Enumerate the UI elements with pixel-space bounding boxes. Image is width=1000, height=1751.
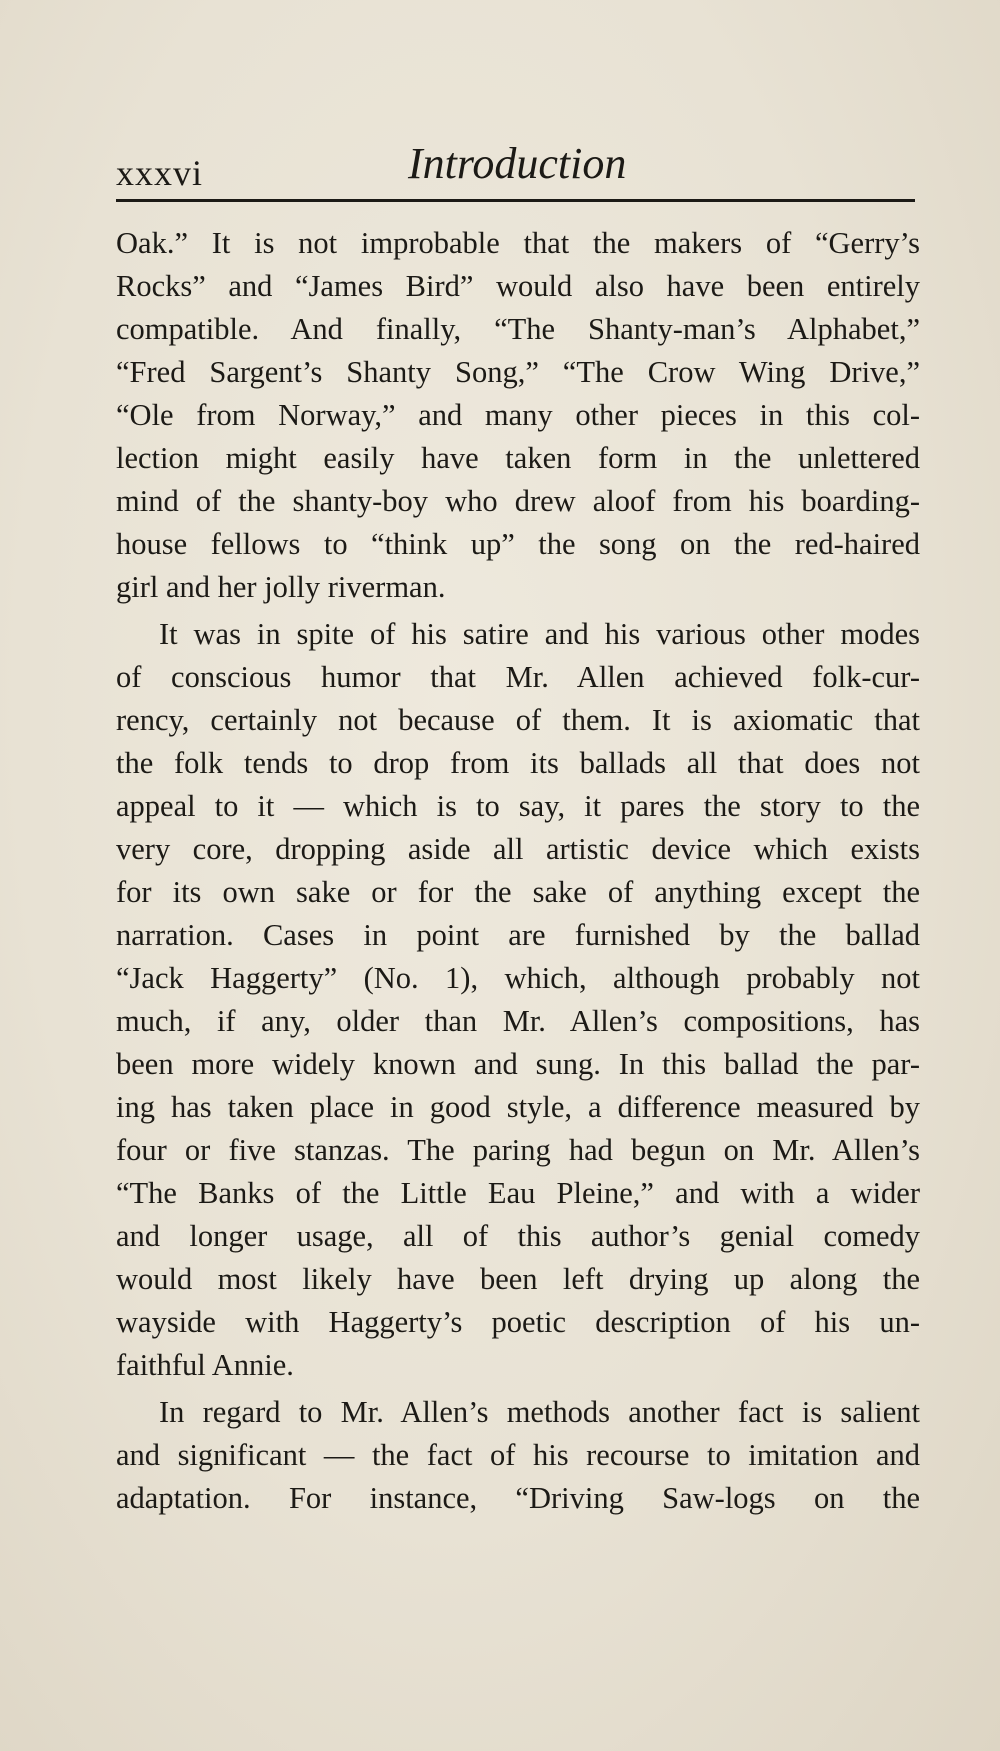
text-line: girl and her jolly riverman. — [116, 570, 446, 604]
text-line: mind of the shanty-boy who drew aloof from his boarding- — [116, 484, 920, 518]
page-number: xxxvi — [116, 153, 204, 193]
text-line: much, if any, older than Mr. Allen’s compositions, has — [116, 1004, 920, 1038]
text-line: rency, certainly not because of them. It is axiomatic that — [116, 703, 920, 737]
text-line: “The Banks of the Little Eau Pleine,” and with a wider — [116, 1176, 920, 1210]
text-line: ing has taken place in good style, a difference measured by — [116, 1090, 920, 1124]
text-line: and significant — the fact of his recourse to imitation and — [116, 1438, 920, 1472]
text-line: and longer usage, all of this author’s genial comedy — [116, 1219, 920, 1253]
text-line: It was in spite of his satire and his various other modes — [159, 617, 920, 651]
paragraph-1 — [116, 222, 920, 609]
text-line: for its own sake or for the sake of anything except the — [116, 875, 920, 909]
text-line: four or five stanzas. The paring had begun on Mr. Allen’s — [116, 1133, 920, 1167]
text-line: would most likely have been left drying up along the — [116, 1262, 920, 1296]
text-line: compatible. And finally, “The Shanty-man’s Alphabet,” — [116, 312, 920, 346]
text-line: of conscious humor that Mr. Allen achieved folk-cur- — [116, 660, 920, 694]
text-line: lection might easily have taken form in the unlettered — [116, 441, 920, 475]
text-line: house fellows to “think up” the song on the red-haired — [116, 527, 920, 561]
text-line: appeal to it — which is to say, it pares the story to the — [116, 789, 920, 823]
text-line: wayside with Haggerty’s poetic description of his un- — [116, 1305, 920, 1339]
text-line: Rocks” and “James Bird” would also have been entirely — [116, 269, 920, 303]
running-title: Introduction — [408, 139, 627, 188]
header-rule — [116, 199, 915, 202]
text-line: “Ole from Norway,” and many other pieces in this col- — [116, 398, 920, 432]
text-line: been more widely known and sung. In this ballad the par- — [116, 1047, 920, 1081]
text-line: “Jack Haggerty” (No. 1), which, although probably not — [116, 961, 920, 995]
text-line: very core, dropping aside all artistic device which exists — [116, 832, 920, 866]
text-line: the folk tends to drop from its ballads all that does not — [116, 746, 920, 780]
text-line: “Fred Sargent’s Shanty Song,” “The Crow Wing Drive,” — [116, 355, 920, 389]
text-line: adaptation. For instance, “Driving Saw-logs on the — [116, 1481, 920, 1515]
text-line: In regard to Mr. Allen’s methods another fact is salient — [159, 1395, 920, 1429]
text-line: narration. Cases in point are furnished by the ballad — [116, 918, 920, 952]
body-text — [116, 222, 920, 1520]
paragraph-2 — [116, 613, 920, 1387]
running-head — [116, 138, 916, 198]
text-line: Oak.” It is not improbable that the makers of “Gerry’s — [116, 226, 920, 260]
paragraph-3 — [116, 1391, 920, 1520]
text-line: faithful Annie. — [116, 1348, 294, 1382]
